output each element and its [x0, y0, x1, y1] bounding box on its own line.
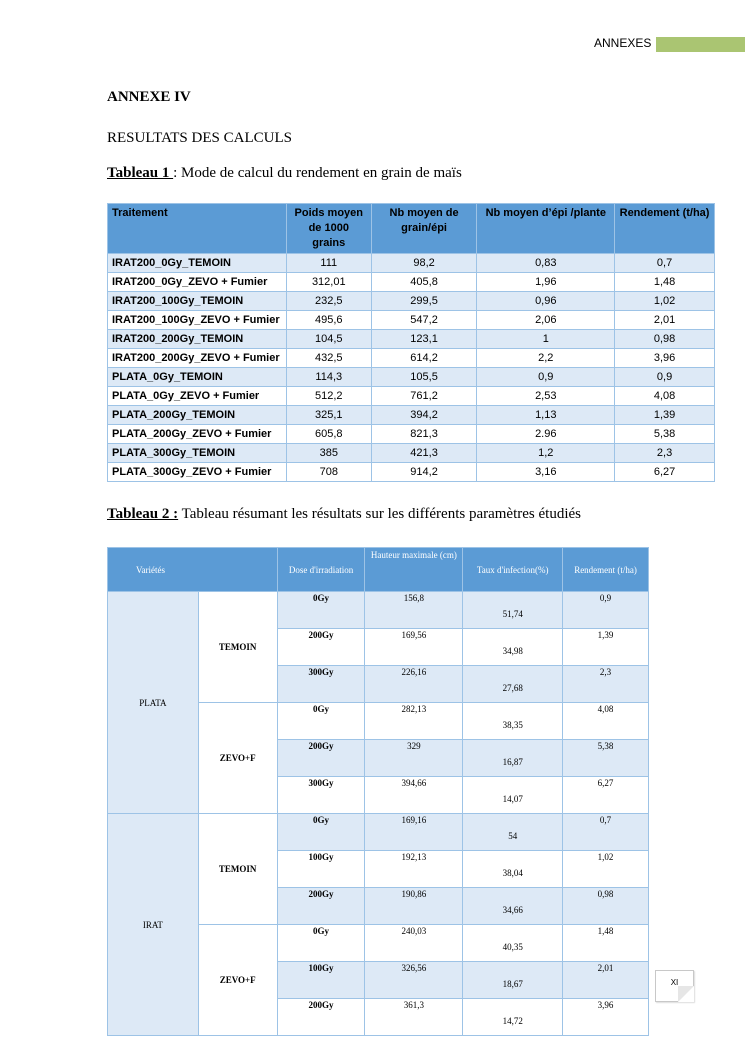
table2-dose-cell: 200Gy — [277, 629, 365, 666]
table2-dose-cell: 0Gy — [277, 592, 365, 629]
table1-value-cell: 761,2 — [371, 387, 477, 406]
table1-treatment-cell: IRAT200_0Gy_ZEVO + Fumier — [108, 273, 287, 292]
table1-value-cell: 1,96 — [477, 273, 615, 292]
table2-infection-cell: 18,67 — [463, 962, 563, 999]
table2-dose-cell: 200Gy — [277, 999, 365, 1036]
table2-yield-cell: 3,96 — [563, 999, 649, 1036]
table2 — [107, 547, 649, 1036]
table2-treatment-cell: ZEVO+F — [198, 925, 277, 1036]
table1-value-cell: 0,96 — [477, 292, 615, 311]
table1-value-cell: 432,5 — [286, 349, 371, 368]
table2-dose-cell: 200Gy — [277, 740, 365, 777]
table2-height-cell: 192,13 — [365, 851, 463, 888]
table2-infection-cell: 27,68 — [463, 666, 563, 703]
table1-header-row — [108, 204, 715, 254]
table2-dose-cell: 0Gy — [277, 814, 365, 851]
table2-height-cell: 156,8 — [365, 592, 463, 629]
table2-yield-cell: 1,39 — [563, 629, 649, 666]
table2-dose-cell: 0Gy — [277, 925, 365, 962]
table1-value-cell: 4,08 — [615, 387, 715, 406]
table1-value-cell: 0,9 — [615, 368, 715, 387]
table2-variety-cell: IRAT — [108, 814, 199, 1036]
table2-yield-cell: 1,02 — [563, 851, 649, 888]
table2-dose-cell: 300Gy — [277, 666, 365, 703]
table2-header-cell: Dose d'irradiation — [277, 548, 365, 592]
table1-value-cell: 421,3 — [371, 444, 477, 463]
table1-value-cell: 708 — [286, 463, 371, 482]
header-section-title: ANNEXES — [594, 36, 652, 50]
table1-value-cell: 3,96 — [615, 349, 715, 368]
table2-yield-cell: 4,08 — [563, 703, 649, 740]
table1-header-cell: Traitement — [108, 204, 287, 254]
table1-row — [108, 368, 715, 387]
table2-treatment-cell: TEMOIN — [198, 814, 277, 925]
table2-height-cell: 240,03 — [365, 925, 463, 962]
table1-value-cell: 2,01 — [615, 311, 715, 330]
table1-value-cell: 1,2 — [477, 444, 615, 463]
table1-value-cell: 1 — [477, 330, 615, 349]
table1-value-cell: 405,8 — [371, 273, 477, 292]
table1-value-cell: 2.96 — [477, 425, 615, 444]
table1-value-cell: 2,53 — [477, 387, 615, 406]
table2-caption-text: Tableau résumant les résultats sur les différents paramètres étudiés — [178, 506, 581, 522]
table1-value-cell: 914,2 — [371, 463, 477, 482]
table1-treatment-cell: IRAT200_0Gy_TEMOIN — [108, 254, 287, 273]
table2-header-row — [108, 548, 649, 592]
table2-yield-cell: 0,7 — [563, 814, 649, 851]
table2-yield-cell: 6,27 — [563, 777, 649, 814]
table2-header-cell: Variétés — [108, 548, 278, 592]
table1-row — [108, 406, 715, 425]
table1-value-cell: 2,3 — [615, 444, 715, 463]
table1-value-cell: 232,5 — [286, 292, 371, 311]
table1-caption-label: Tableau 1 — [107, 165, 174, 181]
table1-value-cell: 114,3 — [286, 368, 371, 387]
table1-value-cell: 105,5 — [371, 368, 477, 387]
table2-height-cell: 226,16 — [365, 666, 463, 703]
table1-caption-text: : Mode de calcul du rendement en grain de maïs — [173, 165, 462, 181]
table2-yield-cell: 0,98 — [563, 888, 649, 925]
table2-infection-cell: 38,35 — [463, 703, 563, 740]
table1-row — [108, 311, 715, 330]
table2-dose-cell: 100Gy — [277, 851, 365, 888]
page-number — [655, 970, 694, 1002]
table2-yield-cell: 0,9 — [563, 592, 649, 629]
table1-treatment-cell: PLATA_0Gy_ZEVO + Fumier — [108, 387, 287, 406]
table1-treatment-cell: IRAT200_200Gy_TEMOIN — [108, 330, 287, 349]
table1-value-cell: 325,1 — [286, 406, 371, 425]
table1-value-cell: 104,5 — [286, 330, 371, 349]
table1-row — [108, 254, 715, 273]
table2-infection-cell: 14,07 — [463, 777, 563, 814]
table1-value-cell: 3,16 — [477, 463, 615, 482]
table1-row — [108, 273, 715, 292]
table2-yield-cell: 5,38 — [563, 740, 649, 777]
table1-value-cell: 0,7 — [615, 254, 715, 273]
table2-height-cell: 361,3 — [365, 999, 463, 1036]
table1-caption — [107, 165, 462, 182]
annexe-title: ANNEXE IV — [107, 89, 191, 105]
table1-value-cell: 394,2 — [371, 406, 477, 425]
header-accent-bar — [656, 37, 745, 52]
table1-value-cell: 312,01 — [286, 273, 371, 292]
table1-treatment-cell: PLATA_300Gy_ZEVO + Fumier — [108, 463, 287, 482]
table1-treatment-cell: IRAT200_200Gy_ZEVO + Fumier — [108, 349, 287, 368]
table2-height-cell: 329 — [365, 740, 463, 777]
table2-height-cell: 394,66 — [365, 777, 463, 814]
table1-row — [108, 349, 715, 368]
table1-value-cell: 821,3 — [371, 425, 477, 444]
table1 — [107, 203, 715, 482]
table1-value-cell: 0,83 — [477, 254, 615, 273]
table1-value-cell: 0,9 — [477, 368, 615, 387]
table1-treatment-cell: IRAT200_100Gy_ZEVO + Fumier — [108, 311, 287, 330]
table1-value-cell: 5,38 — [615, 425, 715, 444]
table2-header-cell: Taux d'infection(%) — [463, 548, 563, 592]
table1-treatment-cell: PLATA_200Gy_TEMOIN — [108, 406, 287, 425]
table2-height-cell: 326,56 — [365, 962, 463, 999]
page-fold-corner — [678, 986, 694, 1002]
table1-value-cell: 605,8 — [286, 425, 371, 444]
table2-variety-cell: PLATA — [108, 592, 199, 814]
table2-treatment-cell: ZEVO+F — [198, 703, 277, 814]
table2-infection-cell: 34,98 — [463, 629, 563, 666]
table2-infection-cell: 34,66 — [463, 888, 563, 925]
table1-row — [108, 387, 715, 406]
table2-height-cell: 282,13 — [365, 703, 463, 740]
table1-row — [108, 425, 715, 444]
table2-height-cell: 190,86 — [365, 888, 463, 925]
table1-header-cell: Rendement (t/ha) — [615, 204, 715, 254]
table2-header-cell: Rendement (t/ha) — [563, 548, 649, 592]
table2-caption — [107, 506, 581, 523]
table1-value-cell: 1,13 — [477, 406, 615, 425]
table2-height-cell: 169,16 — [365, 814, 463, 851]
table1-value-cell: 98,2 — [371, 254, 477, 273]
table2-infection-cell: 16,87 — [463, 740, 563, 777]
table1-treatment-cell: PLATA_200Gy_ZEVO + Fumier — [108, 425, 287, 444]
table2-infection-cell: 54 — [463, 814, 563, 851]
table1-treatment-cell: PLATA_300Gy_TEMOIN — [108, 444, 287, 463]
table2-yield-cell: 1,48 — [563, 925, 649, 962]
table2-dose-cell: 100Gy — [277, 962, 365, 999]
table1-header-cell: Poids moyen de 1000 grains — [286, 204, 371, 254]
table2-dose-cell: 0Gy — [277, 703, 365, 740]
table1-value-cell: 123,1 — [371, 330, 477, 349]
table2-header-cell: Hauteur maximale (cm) — [365, 548, 463, 592]
table2-dose-cell: 300Gy — [277, 777, 365, 814]
table1-value-cell: 1,02 — [615, 292, 715, 311]
table1-row — [108, 330, 715, 349]
table1-value-cell: 1,48 — [615, 273, 715, 292]
table1-value-cell: 614,2 — [371, 349, 477, 368]
table1-treatment-cell: IRAT200_100Gy_TEMOIN — [108, 292, 287, 311]
table1-value-cell: 6,27 — [615, 463, 715, 482]
table1-value-cell: 0,98 — [615, 330, 715, 349]
table1-value-cell: 2,06 — [477, 311, 615, 330]
table1-header-cell: Nb moyen d’épi /plante — [477, 204, 615, 254]
table1-treatment-cell: PLATA_0Gy_TEMOIN — [108, 368, 287, 387]
page-number-text: XI — [670, 978, 679, 987]
table1-value-cell: 385 — [286, 444, 371, 463]
table1-header-cell: Nb moyen de grain/épi — [371, 204, 477, 254]
table1-row — [108, 292, 715, 311]
table1-value-cell: 1,39 — [615, 406, 715, 425]
table2-treatment-cell: TEMOIN — [198, 592, 277, 703]
table1-value-cell: 2,2 — [477, 349, 615, 368]
table2-caption-label: Tableau 2 : — [107, 506, 179, 522]
table1-value-cell: 495,6 — [286, 311, 371, 330]
table1-row — [108, 444, 715, 463]
table2-row — [108, 814, 649, 851]
table1-value-cell: 512,2 — [286, 387, 371, 406]
table2-row — [108, 592, 649, 629]
table1-value-cell: 547,2 — [371, 311, 477, 330]
table2-height-cell: 169,56 — [365, 629, 463, 666]
table2-yield-cell: 2,01 — [563, 962, 649, 999]
table1-value-cell: 299,5 — [371, 292, 477, 311]
table2-yield-cell: 2,3 — [563, 666, 649, 703]
table1-value-cell: 111 — [286, 254, 371, 273]
table2-infection-cell: 14,72 — [463, 999, 563, 1036]
table2-infection-cell: 40,35 — [463, 925, 563, 962]
table2-dose-cell: 200Gy — [277, 888, 365, 925]
table2-infection-cell: 38,04 — [463, 851, 563, 888]
table1-row — [108, 463, 715, 482]
results-title: RESULTATS DES CALCULS — [107, 130, 292, 146]
table2-infection-cell: 51,74 — [463, 592, 563, 629]
